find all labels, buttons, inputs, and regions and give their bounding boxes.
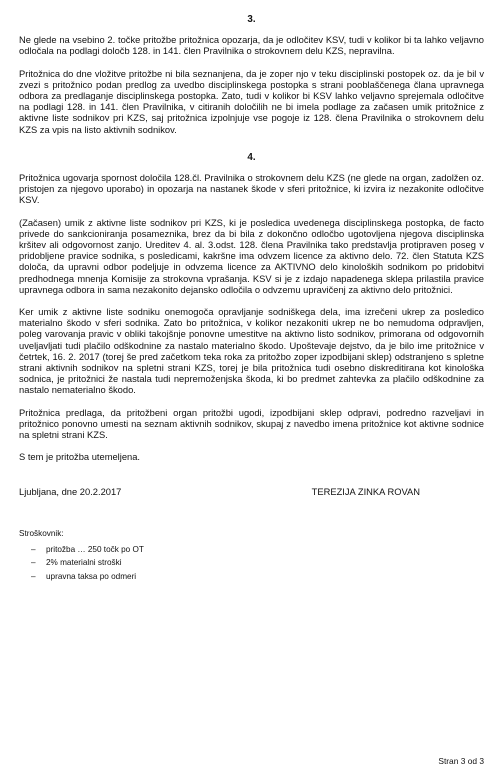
section-3-paragraph-2: Pritožnica do dne vložitve pritožbe ni bila seznanjena, da je zoper njo v teku disciplinski postopek oz. da je bil v zvezi s pritožnico podan predlog za uvedbo disciplinskega postopka s strani pooblaščenega člana upravnega odbora za predlaganje disciplinskega postopka. Zato, tudi v kolikor bi KSV lahko veljavno sprejemala odločitve na podlagi 128. in 141. člen Pravilnika, v citiranih določilih ne bi imela podlage za začasen umik pritožnice z aktivne liste sodnikov pri KZS, saj pritožnica izpolnjuje vse pogoje iz 128. člena Pravilnika o strokovnem delu KZS za vpis na listo aktivnih sodnikov.	[19, 68, 484, 135]
costs-item	[19, 543, 484, 557]
costs-item	[19, 556, 484, 570]
list-dash: –	[31, 571, 36, 581]
section-3-heading: 3.	[247, 14, 256, 25]
signatory-name: TEREZIJA ZINKA ROVAN	[311, 486, 420, 497]
section-4-paragraph-3: Ker umik z aktivne liste sodniku onemogoča opravljanje sodniškega dela, ima izrečeni ukrep za posledico materialno škodo v sferi sodnika. Zato bo pritožnica, v kolikor nezakoniti ukrep ne bo nemudoma odpravljen, poleg varovanja pravic v obliki takojšnje ponovne umestitve na aktivno listo sodnikov, primorana od odgovornih uveljavljati tudi plačilo odškodnine za nastalo materialno škodo. Upoštevaje dejstvo, da je bilo ime pritožnice v četrtek, 16. 2. 2017 (torej še pred začetkom teka roka za pritožbo zoper izpodbijani sklep) odstranjeno s spletne strani aktivnih sodnikov na spletni strani KZS, torej je bila pritožnica tudi osebno diskreditirana kot kinološka sodnica, je pritožnici že nastala tudi nepremoženjska škoda, ki bo predmet zahtevka za plačilo odškodnine za nastalo nematerialno škodo.	[19, 307, 484, 396]
signature-line	[19, 487, 484, 498]
costs-item-text: 2% materialni stroški	[46, 558, 122, 568]
section-4-paragraph-2: (Začasen) umik z aktivne liste sodnikov pri KZS, ki je posledica uvedenega disciplinskega postopka, de facto privede do sankcioniranja posameznika, brez da bi bila z dokončno odločbo ugotovljena njegova disciplinska kršitev ali odgovornost zanjo. Ureditev 4. al. 3.odst. 128. člena Pravilnika tako predstavlja protipraven poseg v pridobljene pravice sodnika, s posledicami, kakršne ima odvzem licence za aktivno delo. 72. člen Statuta KZS določa, da upravni odbor podeljuje in odvzema licence za AKTIVNO delo kinoloških sodnikom po pridobitvi predhodnega mnenja Komisije za strokovna vprašanja. KSV si je z izdajo napadenega sklepa prilastila pravice upravnega odbora in sama nezakonito dejansko odločila o odvzemu upravičenj za aktivno delo pritožnici.	[19, 217, 484, 295]
costs-item	[19, 570, 484, 584]
costs-title: Stroškovnik:	[19, 528, 64, 538]
list-dash: –	[31, 544, 36, 554]
section-3-paragraph-1: Ne glede na vsebino 2. točke pritožbe pritožnica opozarja, da je odločitev KSV, tudi v kolikor bi ta lahko veljavno odločala na podlagi določb 128. in 141. člen Pravilnika o strokovnem delu KZS, nepravilna.	[19, 35, 484, 57]
section-4-paragraph-1: Pritožnica ugovarja spornost določila 128.čl. Pravilnika o strokovnem delu KZS (ne glede na organ, zadolžen oz. pristojen za njegovo uporabo) in opozarja na nastanek škode v sferi pritožnice, ki izvira iz nezakonite odločitve KSV.	[19, 173, 484, 206]
place-and-date: Ljubljana, dne 20.2.2017	[19, 486, 122, 497]
section-4-heading: 4.	[247, 151, 256, 163]
closing-statement: S tem je pritožba utemeljena.	[19, 452, 141, 463]
list-dash: –	[31, 558, 36, 568]
section-4-paragraph-4: Pritožnica predlaga, da pritožbeni organ pritožbi ugodi, izpodbijani sklep odpravi, podredno razveljavi in pritožnico ponovno umesti na seznam aktivnih sodnikov, skupaj z navedbo imena pritožnice kot aktivne sodnice na spletni strani KZS.	[19, 407, 484, 441]
costs-list	[19, 543, 484, 584]
costs-item-text: pritožba … 250 točk po OT	[46, 544, 144, 554]
page-number: Stran 3 od 3	[438, 756, 484, 766]
costs-item-text: upravna taksa po odmeri	[46, 571, 137, 581]
